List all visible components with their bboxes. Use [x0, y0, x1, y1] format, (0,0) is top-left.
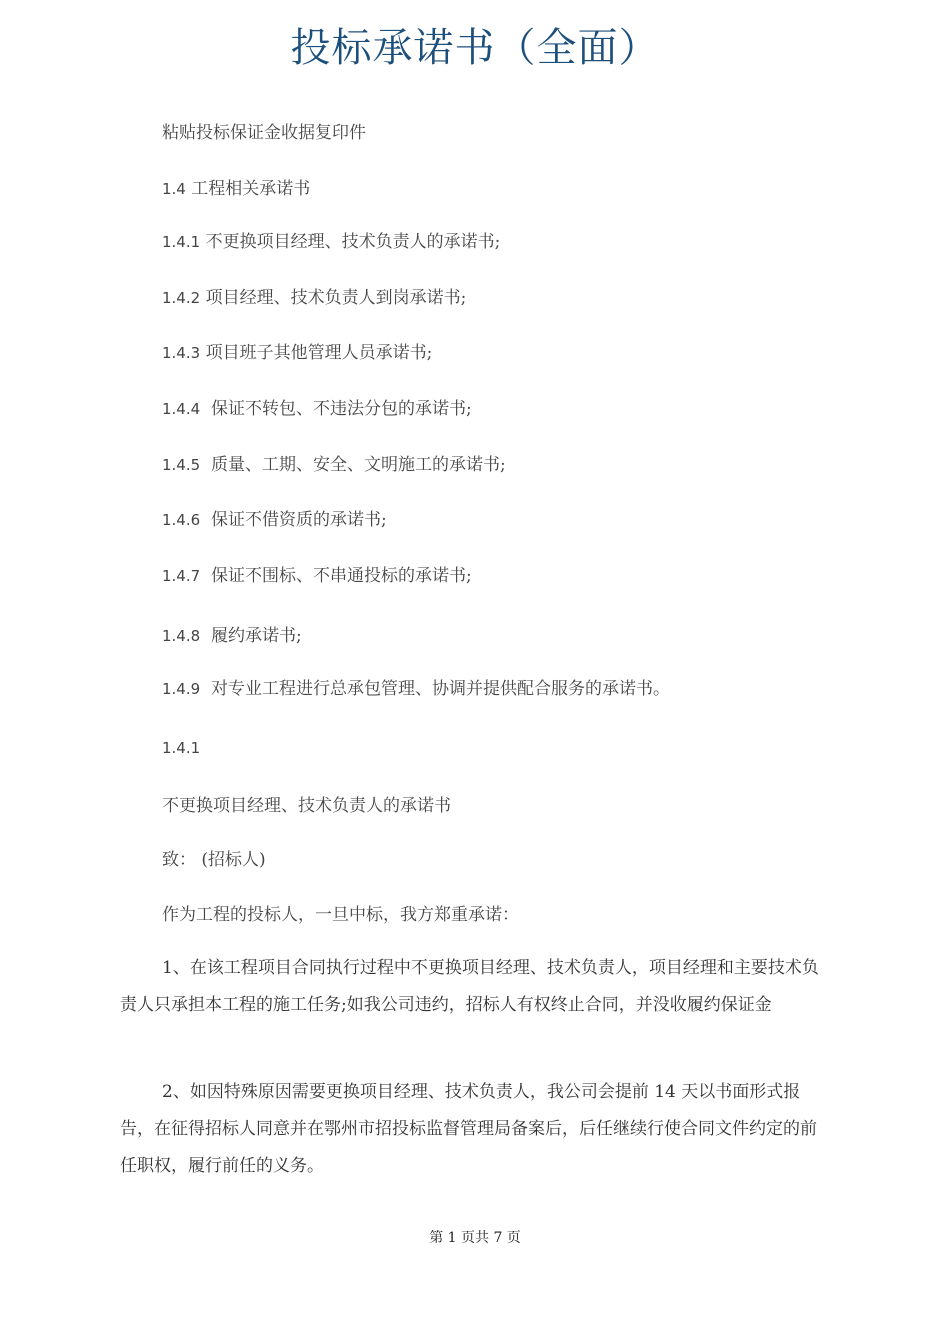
text-line	[162, 508, 387, 532]
line-text: 保证不借资质的承诺书;	[210, 510, 387, 530]
line-number: 1.4.2	[162, 289, 201, 307]
body-paragraph: 2、如因特殊原因需要更换项目经理、技术负责人，我公司会提前 14 天以书面形式报告，在征得招标人同意并在鄂州市招投标监督管理局备案后，后任继续行使合同文件约定的前任职权，履行前任的义务。	[120, 1082, 817, 1176]
body-paragraph: 1、在该工程项目合同执行过程中不更换项目经理、技术负责人，项目经理和主要技术负责人只承担本工程的施工任务;如我公司违约，招标人有权终止合同，并没收履约保证金	[120, 958, 819, 1015]
text-line	[162, 903, 519, 927]
text-line	[162, 230, 500, 254]
page-title: 投标承诺书（全面）	[290, 25, 660, 71]
line-number: 1.4.1	[162, 233, 201, 251]
line-number: 1.4.8	[162, 627, 201, 645]
line-text: 不更换项目经理、技术负责人的承诺书	[162, 796, 451, 816]
line-text: 工程相关承诺书	[191, 179, 311, 199]
line-text: 保证不转包、不违法分包的承诺书;	[210, 399, 472, 419]
line-text: 作为工程的投标人，一旦中标，我方郑重承诺：	[162, 905, 519, 925]
line-number: 1.4	[162, 180, 186, 198]
text-line	[162, 848, 266, 872]
line-number: 1.4.1	[162, 739, 201, 757]
line-text: 粘贴投标保证金收据复印件	[162, 123, 366, 143]
text-line	[162, 341, 432, 365]
text-line	[162, 121, 366, 145]
line-text: 致： (招标人)	[162, 850, 266, 870]
text-line	[162, 624, 302, 648]
line-text: 质量、工期、安全、文明施工的承诺书;	[210, 455, 506, 475]
text-line	[162, 736, 200, 760]
text-line	[162, 677, 670, 701]
page-footer: 第 1 页共 7 页	[429, 1230, 521, 1246]
line-text: 项目班子其他管理人员承诺书;	[205, 343, 433, 363]
line-number: 1.4.3	[162, 344, 201, 362]
line-number: 1.4.9	[162, 680, 201, 698]
line-number: 1.4.6	[162, 511, 201, 529]
line-number: 1.4.5	[162, 456, 201, 474]
text-line	[162, 794, 451, 818]
text-line	[162, 564, 472, 588]
line-text: 对专业工程进行总承包管理、协调并提供配合服务的承诺书。	[210, 679, 670, 699]
line-text: 不更换项目经理、技术负责人的承诺书;	[205, 232, 501, 252]
line-text: 保证不围标、不串通投标的承诺书;	[210, 566, 472, 586]
text-line	[162, 177, 310, 201]
line-number: 1.4.4	[162, 400, 201, 418]
text-line	[162, 397, 472, 421]
line-text: 履约承诺书;	[210, 626, 302, 646]
line-number: 1.4.7	[162, 567, 201, 585]
text-line	[162, 453, 506, 477]
text-line	[162, 286, 466, 310]
line-text: 项目经理、技术负责人到岗承诺书;	[205, 288, 467, 308]
